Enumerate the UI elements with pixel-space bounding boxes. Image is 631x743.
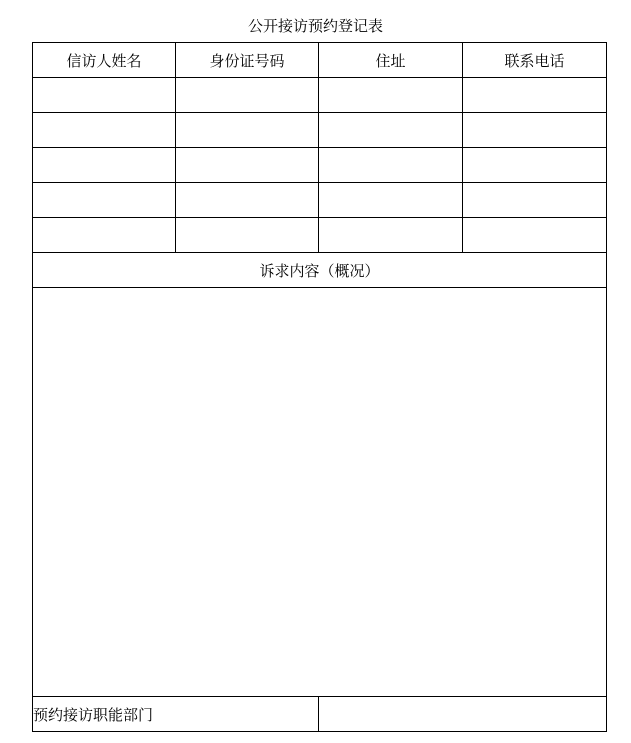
complaint-header-row — [33, 253, 607, 288]
complaint-section-label: 诉求内容（概况） — [33, 253, 607, 288]
form-title: 公开接访预约登记表 — [247, 17, 383, 35]
complaint-content-area[interactable] — [33, 288, 607, 697]
header-name: 信访人姓名 — [33, 43, 176, 78]
name-cell[interactable] — [33, 183, 176, 218]
table-row — [33, 148, 607, 183]
name-cell[interactable] — [33, 78, 176, 113]
department-label: 预约接访职能部门 — [33, 697, 319, 732]
phone-cell[interactable] — [463, 148, 607, 183]
name-cell[interactable] — [33, 113, 176, 148]
id-number-cell[interactable] — [176, 218, 319, 253]
address-cell[interactable] — [319, 113, 463, 148]
address-cell[interactable] — [319, 183, 463, 218]
column-header-row — [33, 43, 607, 78]
phone-cell[interactable] — [463, 113, 607, 148]
id-number-cell[interactable] — [176, 148, 319, 183]
department-row — [33, 697, 607, 732]
address-cell[interactable] — [319, 78, 463, 113]
header-address: 住址 — [319, 43, 463, 78]
id-number-cell[interactable] — [176, 183, 319, 218]
table-row — [33, 218, 607, 253]
table-row — [33, 113, 607, 148]
registration-table — [32, 42, 607, 732]
phone-cell[interactable] — [463, 218, 607, 253]
id-number-cell[interactable] — [176, 78, 319, 113]
name-cell[interactable] — [33, 218, 176, 253]
header-id-number: 身份证号码 — [176, 43, 319, 78]
table-row — [33, 78, 607, 113]
name-cell[interactable] — [33, 148, 176, 183]
department-value-cell[interactable] — [319, 697, 607, 732]
address-cell[interactable] — [319, 218, 463, 253]
address-cell[interactable] — [319, 148, 463, 183]
id-number-cell[interactable] — [176, 113, 319, 148]
table-row — [33, 183, 607, 218]
phone-cell[interactable] — [463, 183, 607, 218]
complaint-content-row — [33, 288, 607, 697]
phone-cell[interactable] — [463, 78, 607, 113]
header-phone: 联系电话 — [463, 43, 607, 78]
